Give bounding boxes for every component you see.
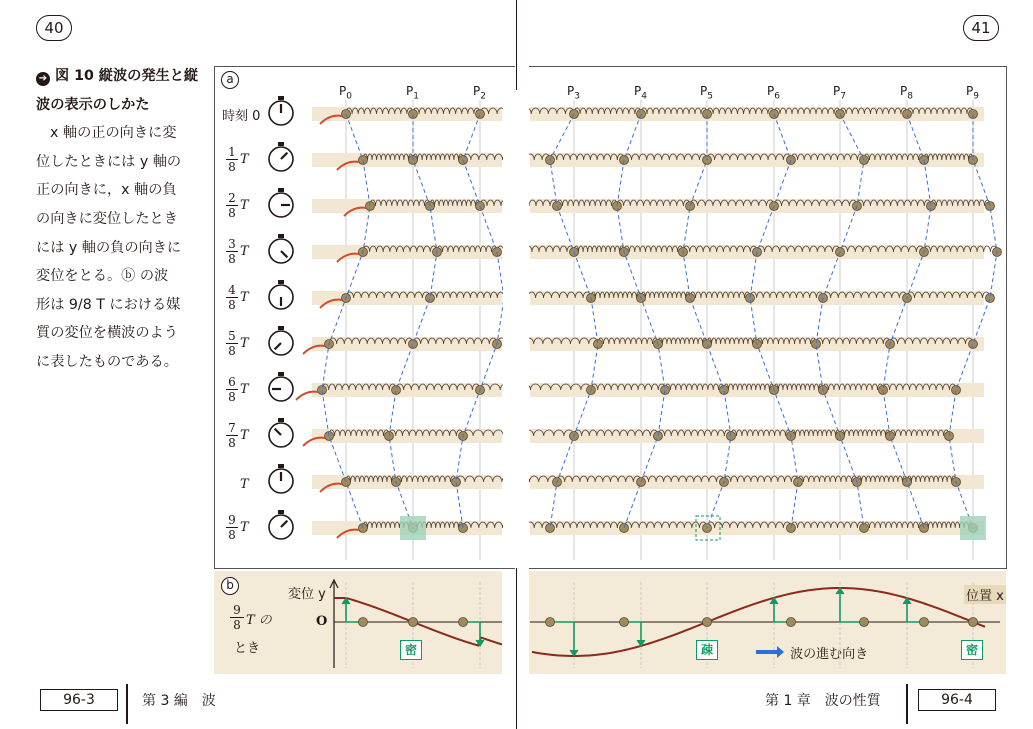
- time-label: 6 8 T: [226, 376, 249, 403]
- direction-legend: [756, 643, 868, 662]
- panel-b-time-suffix: T の: [246, 613, 272, 628]
- point-label-p5: $P_5$: [700, 84, 713, 102]
- caption-line: x 軸の正の向きに変: [50, 125, 177, 142]
- dense-highlight: [400, 516, 426, 540]
- caption-line: には y 軸の負の向きに: [36, 239, 182, 256]
- caption-line: 形は 9/8 T における媒: [36, 296, 181, 313]
- medium-particle: [903, 478, 912, 487]
- wave-particle: [546, 618, 555, 627]
- wave-particle: [786, 618, 795, 627]
- footer-right-text: 第 1 章 波の性質: [765, 693, 881, 709]
- footer-right-box: 96-4: [918, 689, 996, 711]
- medium-particle: [919, 524, 928, 533]
- wave-particle: [409, 618, 418, 627]
- point-label-p7: $P_7$: [833, 84, 846, 102]
- stopwatch-crown: [278, 372, 284, 376]
- point-label-p0: $P_0$: [339, 84, 352, 102]
- caption-line: 質の変位を横波のよう: [36, 325, 178, 342]
- stopwatch-crown: [278, 234, 284, 238]
- stopwatch-crown: [278, 280, 284, 284]
- medium-particle: [637, 478, 646, 487]
- medium-particle: [342, 478, 351, 487]
- footer-left-rule: [126, 684, 128, 724]
- dense-highlight: [960, 516, 986, 540]
- time-label: 2 8 T: [226, 192, 249, 219]
- wave-particle: [358, 618, 367, 627]
- spring-band: [312, 245, 502, 259]
- time-label: 7 8 T: [226, 422, 249, 449]
- point-label-p4: $P_4$: [634, 84, 647, 102]
- x-axis-label: 位置 x: [964, 585, 1006, 604]
- medium-particle: [409, 340, 418, 349]
- stopwatch-crown: [278, 418, 284, 422]
- arrow-right-icon: [756, 650, 778, 654]
- caption-line: 正の向きに，x 軸の負: [36, 182, 177, 199]
- point-label-p1: $P_1$: [406, 84, 419, 102]
- page-number-left: 40: [36, 15, 72, 41]
- point-label-p6: $P_6$: [767, 84, 780, 102]
- medium-particle: [358, 524, 367, 533]
- stopwatch-crown: [278, 188, 284, 192]
- sparse-label: 疎: [696, 640, 718, 660]
- time-label: T: [240, 477, 249, 492]
- time-label: 時刻 0: [222, 109, 261, 124]
- wave-particle: [860, 618, 869, 627]
- stopwatch-crown: [278, 510, 284, 514]
- footer-left-box: 96-3: [40, 689, 118, 711]
- wave-particle: [459, 618, 468, 627]
- origin-label: O: [316, 614, 328, 629]
- wave-particle: [620, 618, 629, 627]
- time-label: 3 8 T: [226, 238, 249, 265]
- caption-line: 位したときには y 軸の: [36, 153, 182, 170]
- point-label-p9: $P_9$: [966, 84, 979, 102]
- dense-label-1: 密: [400, 640, 422, 660]
- stopwatch-crown: [278, 464, 284, 468]
- medium-particle: [703, 340, 712, 349]
- time-label: 1 8 T: [226, 146, 249, 173]
- wave-particle: [969, 618, 978, 627]
- page-gap-mask: [503, 90, 529, 568]
- caption-line: に表したものである。: [36, 353, 178, 370]
- point-label-p2: $P_2$: [473, 84, 486, 102]
- panel-b-label: b: [221, 577, 239, 595]
- wave-particle: [703, 618, 712, 627]
- direction-label: 波の進む向き: [790, 647, 869, 662]
- figure-title: 縦波の発生と縦波の表示のしかた: [36, 68, 199, 113]
- y-axis-label: 変位 y: [288, 583, 326, 602]
- stopwatch-crown: [278, 96, 284, 100]
- spring-band: [312, 153, 502, 167]
- medium-particle: [620, 524, 629, 533]
- caption-line: の向きに変位したとき: [36, 210, 178, 227]
- footer-left-text: 第 3 編 波: [142, 693, 216, 709]
- figure-label: 図 10: [54, 68, 94, 84]
- footer-right-rule: [906, 684, 908, 724]
- panel-a-label: a: [221, 71, 239, 89]
- time-label: 5 8 T: [226, 330, 249, 357]
- stopwatch-crown: [278, 326, 284, 330]
- stopwatch-crown: [278, 142, 284, 146]
- point-label-p3: $P_3$: [567, 84, 580, 102]
- time-label: 9 8 T: [226, 514, 249, 541]
- page-number-right: 41: [963, 15, 999, 41]
- point-label-p8: $P_8$: [900, 84, 913, 102]
- panel-b-fraction: 9 8: [230, 604, 244, 631]
- wave-particle: [919, 618, 928, 627]
- time-label: 4 8 T: [226, 284, 249, 311]
- caption-line: 変位をとる。ⓑ の波: [36, 268, 169, 285]
- dense-label-2: 密: [961, 640, 983, 660]
- medium-particle: [969, 340, 978, 349]
- panel-b-time-line2: とき: [234, 641, 261, 656]
- arrow-right-circle-icon: ➔: [36, 72, 50, 86]
